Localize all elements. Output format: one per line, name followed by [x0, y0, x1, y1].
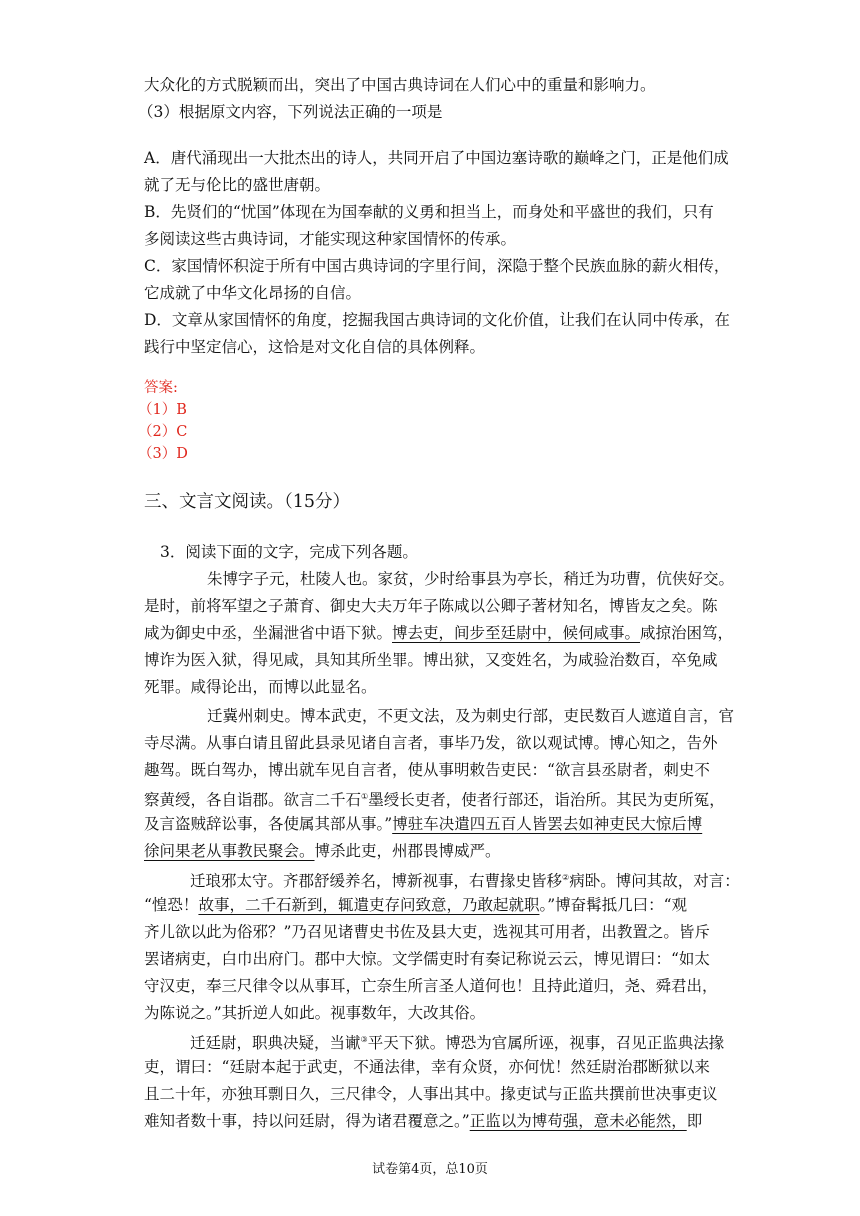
option-d-line-1: D．文章从家国情怀的角度，挖掘我国古典诗词的文化价值，让我们在认同中传承，在 [144, 311, 730, 329]
passage-text: 。”博奋髯抵几曰：“观 [539, 896, 688, 914]
underlined-sentence: 博驻车决遣四五百人皆罢去如神吏民大惊后博 [392, 815, 703, 833]
passage-text: 迁琅邪太守。齐郡舒缓养名，博新视事，右曹掾史皆移 [190, 872, 563, 891]
underlined-sentence: 徐问果老从事教民聚会。 [144, 842, 315, 860]
passage-text: “惶恐！ [144, 896, 199, 914]
passage-line: 罢诸病吏，白巾出府门。郡中大惊。文学儒吏时有奏记称说云云，博见谓曰：“如太 [144, 950, 710, 968]
passage-text: 平天下狱。博恐为官属所诬，视事，召见正监典法掾 [367, 1034, 725, 1053]
passage-text: 察黄绶，各自诣郡。欲言二千石 [144, 791, 362, 810]
passage-text: 博杀此吏，州郡畏博威严。 [314, 842, 501, 860]
answer-item: （2）C [138, 424, 188, 440]
passage-line: 寺尽满。从事白请且留此县录见诸自言者，事毕乃发，欲以观试博。博心知之，告外 [144, 734, 718, 752]
passage-line: 是时，前将军望之子萧育、御史大夫万年子陈咸以公卿子著材知名，博皆友之矣。陈 [144, 597, 718, 615]
passage-line: 齐儿欲以此为俗邪？”乃召见诸曹史书佐及县大吏，选视其可用者，出教置之。皆斥 [144, 923, 710, 941]
passage-line [144, 891, 687, 919]
option-d-line-2: 践行中坚定信心，这恰是对文化自信的具体例释。 [144, 338, 486, 356]
question-3-prompt: （3）根据原文内容，下列说法正确的一项是 [138, 103, 443, 121]
underlined-sentence: 正监以为博苟强，意未必能然， [469, 1112, 687, 1130]
option-a-line-2: 就了无与伦比的盛世唐朝。 [144, 176, 331, 194]
passage-text: 墨绶长吏者，使者行部还，诣治所。其民为吏所冤， [368, 791, 725, 810]
passage-line: 迁冀州刺史。博本武吏，不更文法，及为刺史行部，吏民数百人遮道自言，官 [207, 707, 735, 725]
passage-text: 病卧。博问其故，对言： [569, 872, 740, 891]
option-c-line-2: 它成就了中华文化昂扬的自信。 [144, 284, 362, 302]
section-title: 三、文言文阅读。（15分） [144, 492, 351, 512]
passage-line [144, 619, 733, 647]
underlined-sentence: 博去吏，间步至廷尉中，候伺咸事。 [392, 624, 641, 642]
option-a-line-1: A．唐代涌现出一大批杰出的诗人，共同开启了中国边塞诗歌的巅峰之门，正是他们成 [144, 149, 729, 167]
passage-text: 难知者数十事，持以问廷尉，得为诸君覆意之。” [144, 1112, 470, 1130]
answer-label: 答案: [144, 380, 178, 396]
text-line: 大众化的方式脱颖而出，突出了中国古典诗词在人们心中的重量和影响力。 [144, 76, 656, 94]
passage-text: 迁廷尉，职典决疑，当谳 [190, 1034, 361, 1053]
passage-line: 且二十年，亦独耳剽日久，三尺律令，人事出其中。掾吏试与正监共撰前世决事吏议 [144, 1085, 718, 1103]
passage-text: 即 [686, 1112, 703, 1130]
passage-line: 博诈为医入狱，得见咸，具知其所坐罪。博出狱，又变姓名，为咸验治数百，卒免咸 [144, 651, 718, 669]
answer-item: （1）B [138, 402, 187, 418]
passage-text: 咸掠治困笃， [640, 624, 734, 642]
question-intro: 3．阅读下面的文字，完成下列各题。 [160, 543, 418, 561]
page-footer: 试卷第4页，总10页 [372, 1162, 488, 1177]
passage-line [144, 837, 501, 865]
passage-line: 朱博字子元，杜陵人也。家贫，少时给事县为亭长，稍迁为功曹，伉侠好交。 [207, 570, 735, 588]
footnote-marker: ① [361, 792, 369, 801]
option-b-line-2: 多阅读这些古典诗词，才能实现这种家国情怀的传承。 [144, 230, 517, 248]
passage-line: 为陈说之。”其折逆人如此。视事数年，大改其俗。 [144, 1004, 486, 1022]
option-b-line-1: B．先贤们的“忧国”体现在为国奉献的义勇和担当上，而身处和平盛世的我们，只有 [144, 203, 714, 221]
passage-text: 及言盗贼辞讼事，各使属其部从事。” [144, 815, 393, 833]
option-c-line-1: C．家国情怀积淀于所有中国古典诗词的字里行间，深隐于整个民族血脉的薪火相传， [144, 257, 730, 275]
passage-line: 吏，谓曰：“廷尉本起于武吏，不通法律，幸有众贤，亦何忧！然廷尉治郡断狱以来 [144, 1058, 710, 1076]
passage-line: 趣驾。既白驾办，博出就车见自言者，使从事明敕告吏民：“欲言县丞尉者，刺史不 [144, 761, 710, 779]
answer-item: （3）D [138, 446, 188, 462]
passage-text: 咸为御史中丞，坐漏泄省中语下狱。 [144, 624, 393, 642]
passage-line [144, 810, 702, 838]
passage-line [144, 1107, 702, 1135]
footnote-marker: ③ [360, 1035, 368, 1044]
passage-line: 守汉吏，奉三尺律令以从事耳，亡奈生所言圣人道何也！且持此道归，尧、舜君出， [144, 977, 718, 995]
underlined-sentence: 故事，二千石新到，辄遣吏存问致意，乃敢起就职 [198, 896, 540, 914]
footnote-marker: ② [562, 873, 570, 882]
passage-line: 死罪。咸得论出，而博以此显名。 [144, 678, 377, 696]
